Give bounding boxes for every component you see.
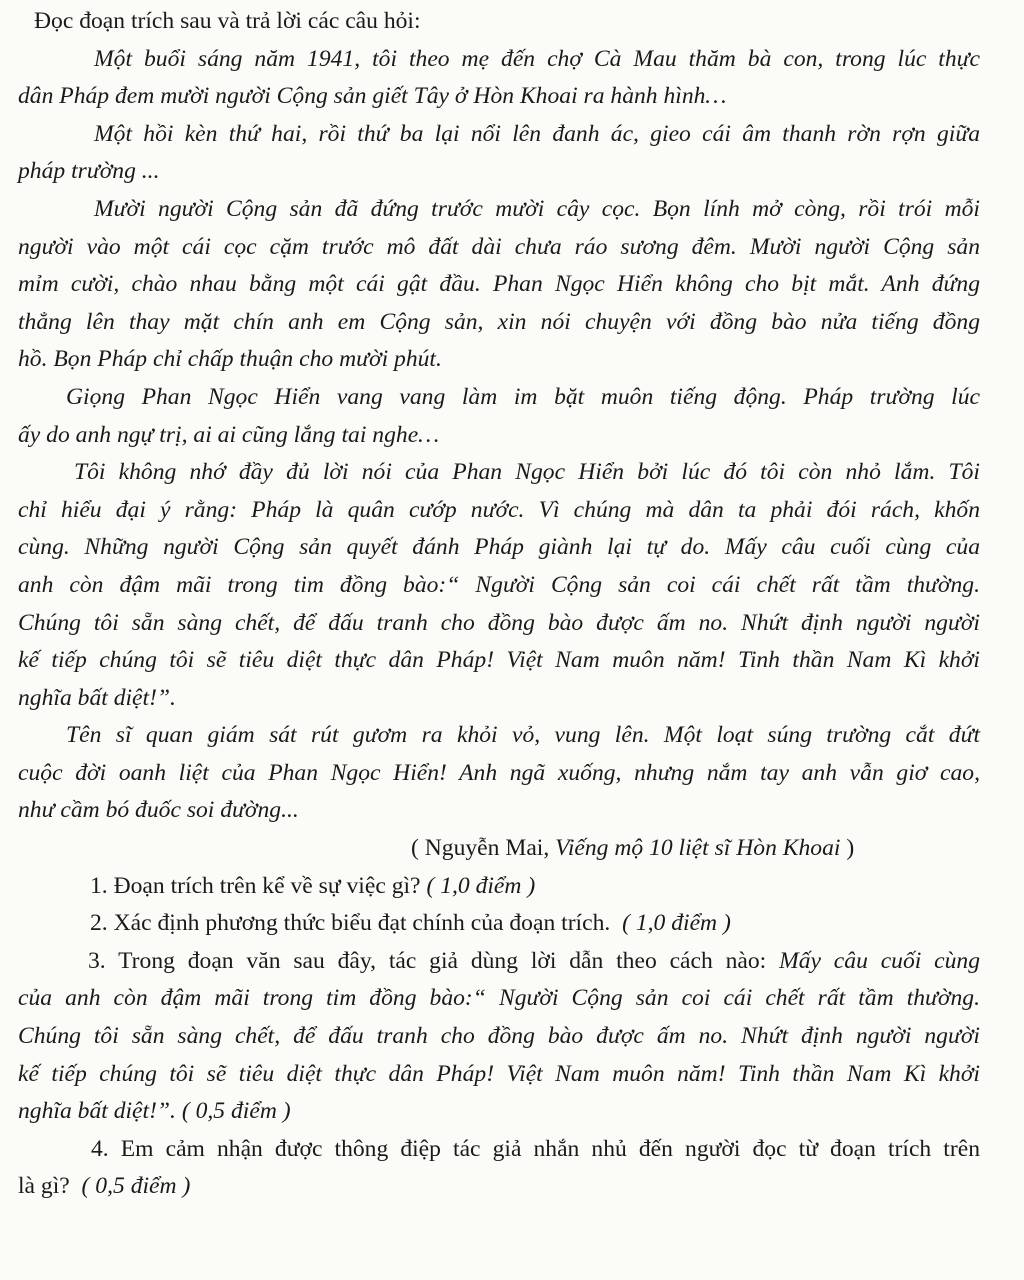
passage-line: mỉm cười, chào nhau bằng một cái gật đầu. Phan Ngọc Hiển không cho bịt mắt. Anh đứng [18, 271, 980, 298]
question-3 [18, 943, 980, 981]
passage-line: chỉ hiểu đại ý rằng: Pháp là quân cướp nước. Vì chúng mà dân ta phải đói rách, khốn [18, 496, 980, 523]
passage-line: nghĩa bất diệt!”. [18, 684, 176, 711]
passage-line: cùng. Những người Cộng sản quyết đánh Pháp giành lại tự do. Mấy câu cuối cùng của [18, 534, 980, 561]
passage-line: ấy do anh ngự trị, ai ai cũng lắng tai nghe… [18, 421, 440, 448]
question-1-text: 1. Đoạn trích trên kể về sự việc gì? [90, 872, 427, 899]
question-3-quote-line: kế tiếp chúng tôi sẽ tiêu diệt thực dân Pháp! Việt Nam muôn năm! Tinh thần Nam Kì khởi [18, 1060, 980, 1087]
question-4-points: ( 0,5 điểm ) [81, 1173, 191, 1200]
passage-line: anh còn đậm mãi trong tim đồng bào:“ Người Cộng sản coi cái chết rất tầm thường. [18, 571, 980, 598]
question-2-points: ( 1,0 điểm ) [622, 910, 731, 937]
citation-author: ( Nguyễn Mai, [411, 835, 556, 862]
passage-line: người vào một cái cọc cặm trước mô đất dài chưa ráo sương đêm. Mười người Cộng sản [18, 233, 980, 260]
question-3-quote-line: Chúng tôi sẵn sàng chết, để đấu tranh cho đồng bào được ấm no. Nhứt định người người [18, 1023, 980, 1050]
passage-line: Tôi không nhớ đầy đủ lời nói của Phan Ngọc Hiển bởi lúc đó tôi còn nhỏ lắm. Tôi [74, 459, 980, 486]
question-2 [18, 905, 980, 943]
passage-line: Tên sĩ quan giám sát rút gươm ra khỏi vỏ, vung lên. Một loạt súng trường cắt đứt [66, 722, 980, 749]
passage-line: dân Pháp đem mười người Cộng sản giết Tây ở Hòn Khoai ra hành hình… [18, 83, 727, 110]
passage-line: Mười người Cộng sản đã đứng trước mười cây cọc. Bọn lính mở còng, rồi trói mỗi [94, 195, 980, 222]
question-3-quote-start: Mấy câu cuối cùng [779, 947, 981, 974]
passage-line: như cầm bó đuốc soi đường... [18, 797, 299, 824]
passage-line: Giọng Phan Ngọc Hiển vang vang làm im bặt muôn tiếng động. Pháp trường lúc [66, 383, 980, 410]
passage-line: hồ. Bọn Pháp chỉ chấp thuận cho mười phút. [18, 346, 442, 373]
question-3-quote-line: của anh còn đậm mãi trong tim đồng bào:“ Người Cộng sản coi cái chết rất tầm thường. [18, 985, 980, 1012]
instruction: Đọc đoạn trích sau và trả lời các câu hỏi: [34, 8, 421, 34]
passage-line: pháp trường ... [18, 158, 160, 185]
question-1 [18, 868, 980, 906]
question-3-lead: 3. Trong đoạn văn sau đây, tác giả dùng lời dẫn theo cách nào: [88, 947, 780, 974]
passage-line: Một hồi kèn thứ hai, rồi thứ ba lại nổi lên đanh ác, gieo cái âm thanh rờn rợn giữa [94, 120, 980, 147]
question-4-text: là gì? [18, 1173, 82, 1200]
question-4-line-2 [18, 1168, 980, 1206]
question-4-line: 4. Em cảm nhận được thông điệp tác giả nhắn nhủ đến người đọc từ đoạn trích trên [91, 1135, 980, 1162]
question-2-text: 2. Xác định phương thức biểu đạt chính của đoạn trích. [90, 910, 623, 937]
citation-close: ) [840, 835, 855, 862]
passage [18, 41, 980, 830]
citation-work-title: Viếng mộ 10 liệt sĩ Hòn Khoai [555, 835, 841, 862]
questions [18, 868, 980, 1206]
passage-line: thẳng lên thay mặt chín anh em Cộng sản, xin nói chuyện với đồng bào nửa tiếng đồng [18, 308, 980, 335]
citation [18, 830, 980, 868]
question-3-quote-line: nghĩa bất diệt!”. ( 0,5 điểm ) [18, 1098, 291, 1125]
passage-line: cuộc đời oanh liệt của Phan Ngọc Hiển! Anh ngã xuống, nhưng nắm tay anh vẫn giơ cao, [18, 759, 980, 786]
passage-line: kế tiếp chúng tôi sẽ tiêu diệt thực dân Pháp! Việt Nam muôn năm! Tinh thần Nam Kì khởi [18, 647, 980, 674]
question-1-points: ( 1,0 điểm ) [426, 872, 536, 899]
passage-line: Chúng tôi sẵn sàng chết, để đấu tranh cho đồng bào được ấm no. Nhứt định người người [18, 609, 980, 636]
passage-line: Một buổi sáng năm 1941, tôi theo mẹ đến chợ Cà Mau thăm bà con, trong lúc thực [94, 45, 980, 72]
